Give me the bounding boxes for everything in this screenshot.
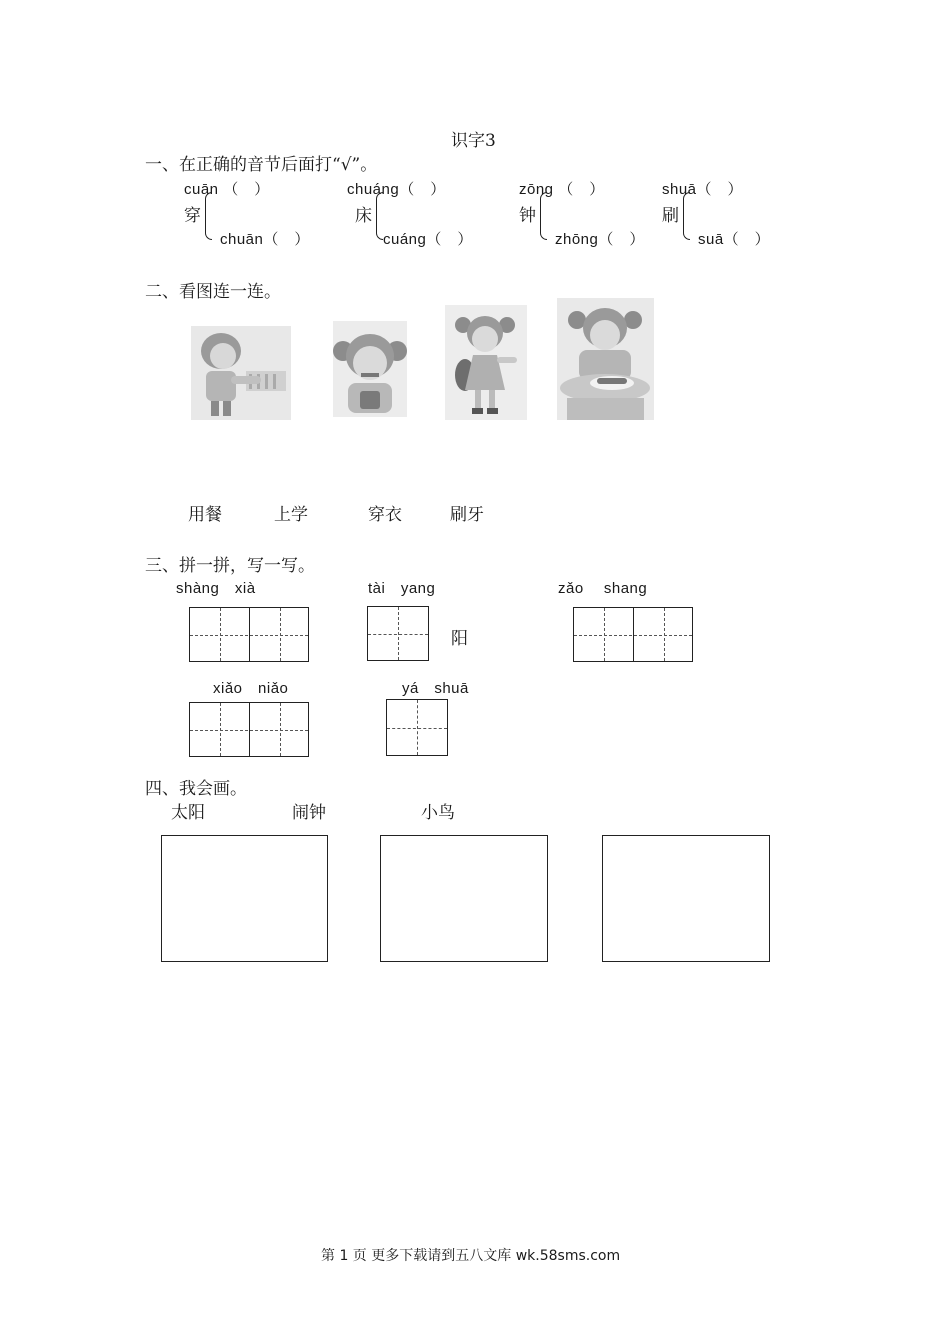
drawing-box[interactable] — [380, 835, 548, 962]
q1-char: 钟 — [519, 206, 536, 226]
girl-brushing-teeth-image — [333, 321, 407, 417]
brace-icon — [540, 192, 547, 240]
pinyin-option-bottom: cuáng（ ） — [383, 231, 473, 248]
writing-grid-2[interactable] — [189, 702, 309, 757]
q2-heading: 二、看图连一连。 — [145, 282, 281, 302]
pinyin-prompt: xiǎo niǎo — [213, 680, 289, 697]
pinyin-option-bottom: zhōng（ ） — [555, 231, 645, 248]
match-word: 上学 — [274, 505, 308, 525]
draw-label: 小鸟 — [421, 803, 455, 823]
girl-dressing-image — [191, 326, 291, 420]
pinyin-option-bottom: chuān（ ） — [220, 231, 310, 248]
brace-icon — [683, 192, 690, 240]
pinyin-option-bottom: suā（ ） — [698, 231, 771, 248]
q3-heading: 三、拼一拼，写一写。 — [145, 556, 315, 576]
draw-label: 闹钟 — [292, 803, 326, 823]
girl-eating-meal-image — [557, 298, 654, 420]
writing-grid-2[interactable] — [189, 607, 309, 662]
q1-char: 床 — [355, 206, 372, 226]
writing-grid-1[interactable] — [367, 606, 429, 661]
draw-label: 太阳 — [171, 803, 205, 823]
pinyin-option-top: cuān （ ） — [184, 181, 270, 198]
writing-grid-1[interactable] — [386, 699, 448, 756]
match-word: 用餐 — [188, 505, 222, 525]
match-word: 穿衣 — [368, 505, 402, 525]
pinyin-prompt: yá shuā — [402, 680, 469, 697]
pinyin-option-top: shuā（ ） — [662, 181, 744, 198]
writing-grid-2[interactable] — [573, 607, 693, 662]
given-char: 阳 — [451, 629, 468, 649]
pinyin-prompt: zǎo shang — [558, 580, 648, 597]
q1-char: 刷 — [662, 206, 679, 226]
drawing-box[interactable] — [602, 835, 770, 962]
drawing-box[interactable] — [161, 835, 328, 962]
q4-heading: 四、我会画。 — [145, 779, 247, 799]
brace-icon — [205, 192, 212, 240]
pinyin-prompt: tài yang — [368, 580, 436, 597]
pinyin-prompt: shàng xià — [176, 580, 256, 597]
girl-going-to-school-image — [445, 305, 527, 420]
q1-char: 穿 — [184, 206, 201, 226]
page-footer: 第 1 页 更多下载请到五八文库 wk.58sms.com — [321, 1248, 621, 1264]
pinyin-option-top: chuáng（ ） — [347, 181, 446, 198]
match-word: 刷牙 — [450, 505, 484, 525]
page-title: 识字3 — [451, 131, 496, 151]
brace-icon — [376, 192, 383, 240]
pinyin-option-top: zōng （ ） — [519, 181, 605, 198]
q1-heading: 一、在正确的音节后面打“√”。 — [145, 155, 378, 175]
